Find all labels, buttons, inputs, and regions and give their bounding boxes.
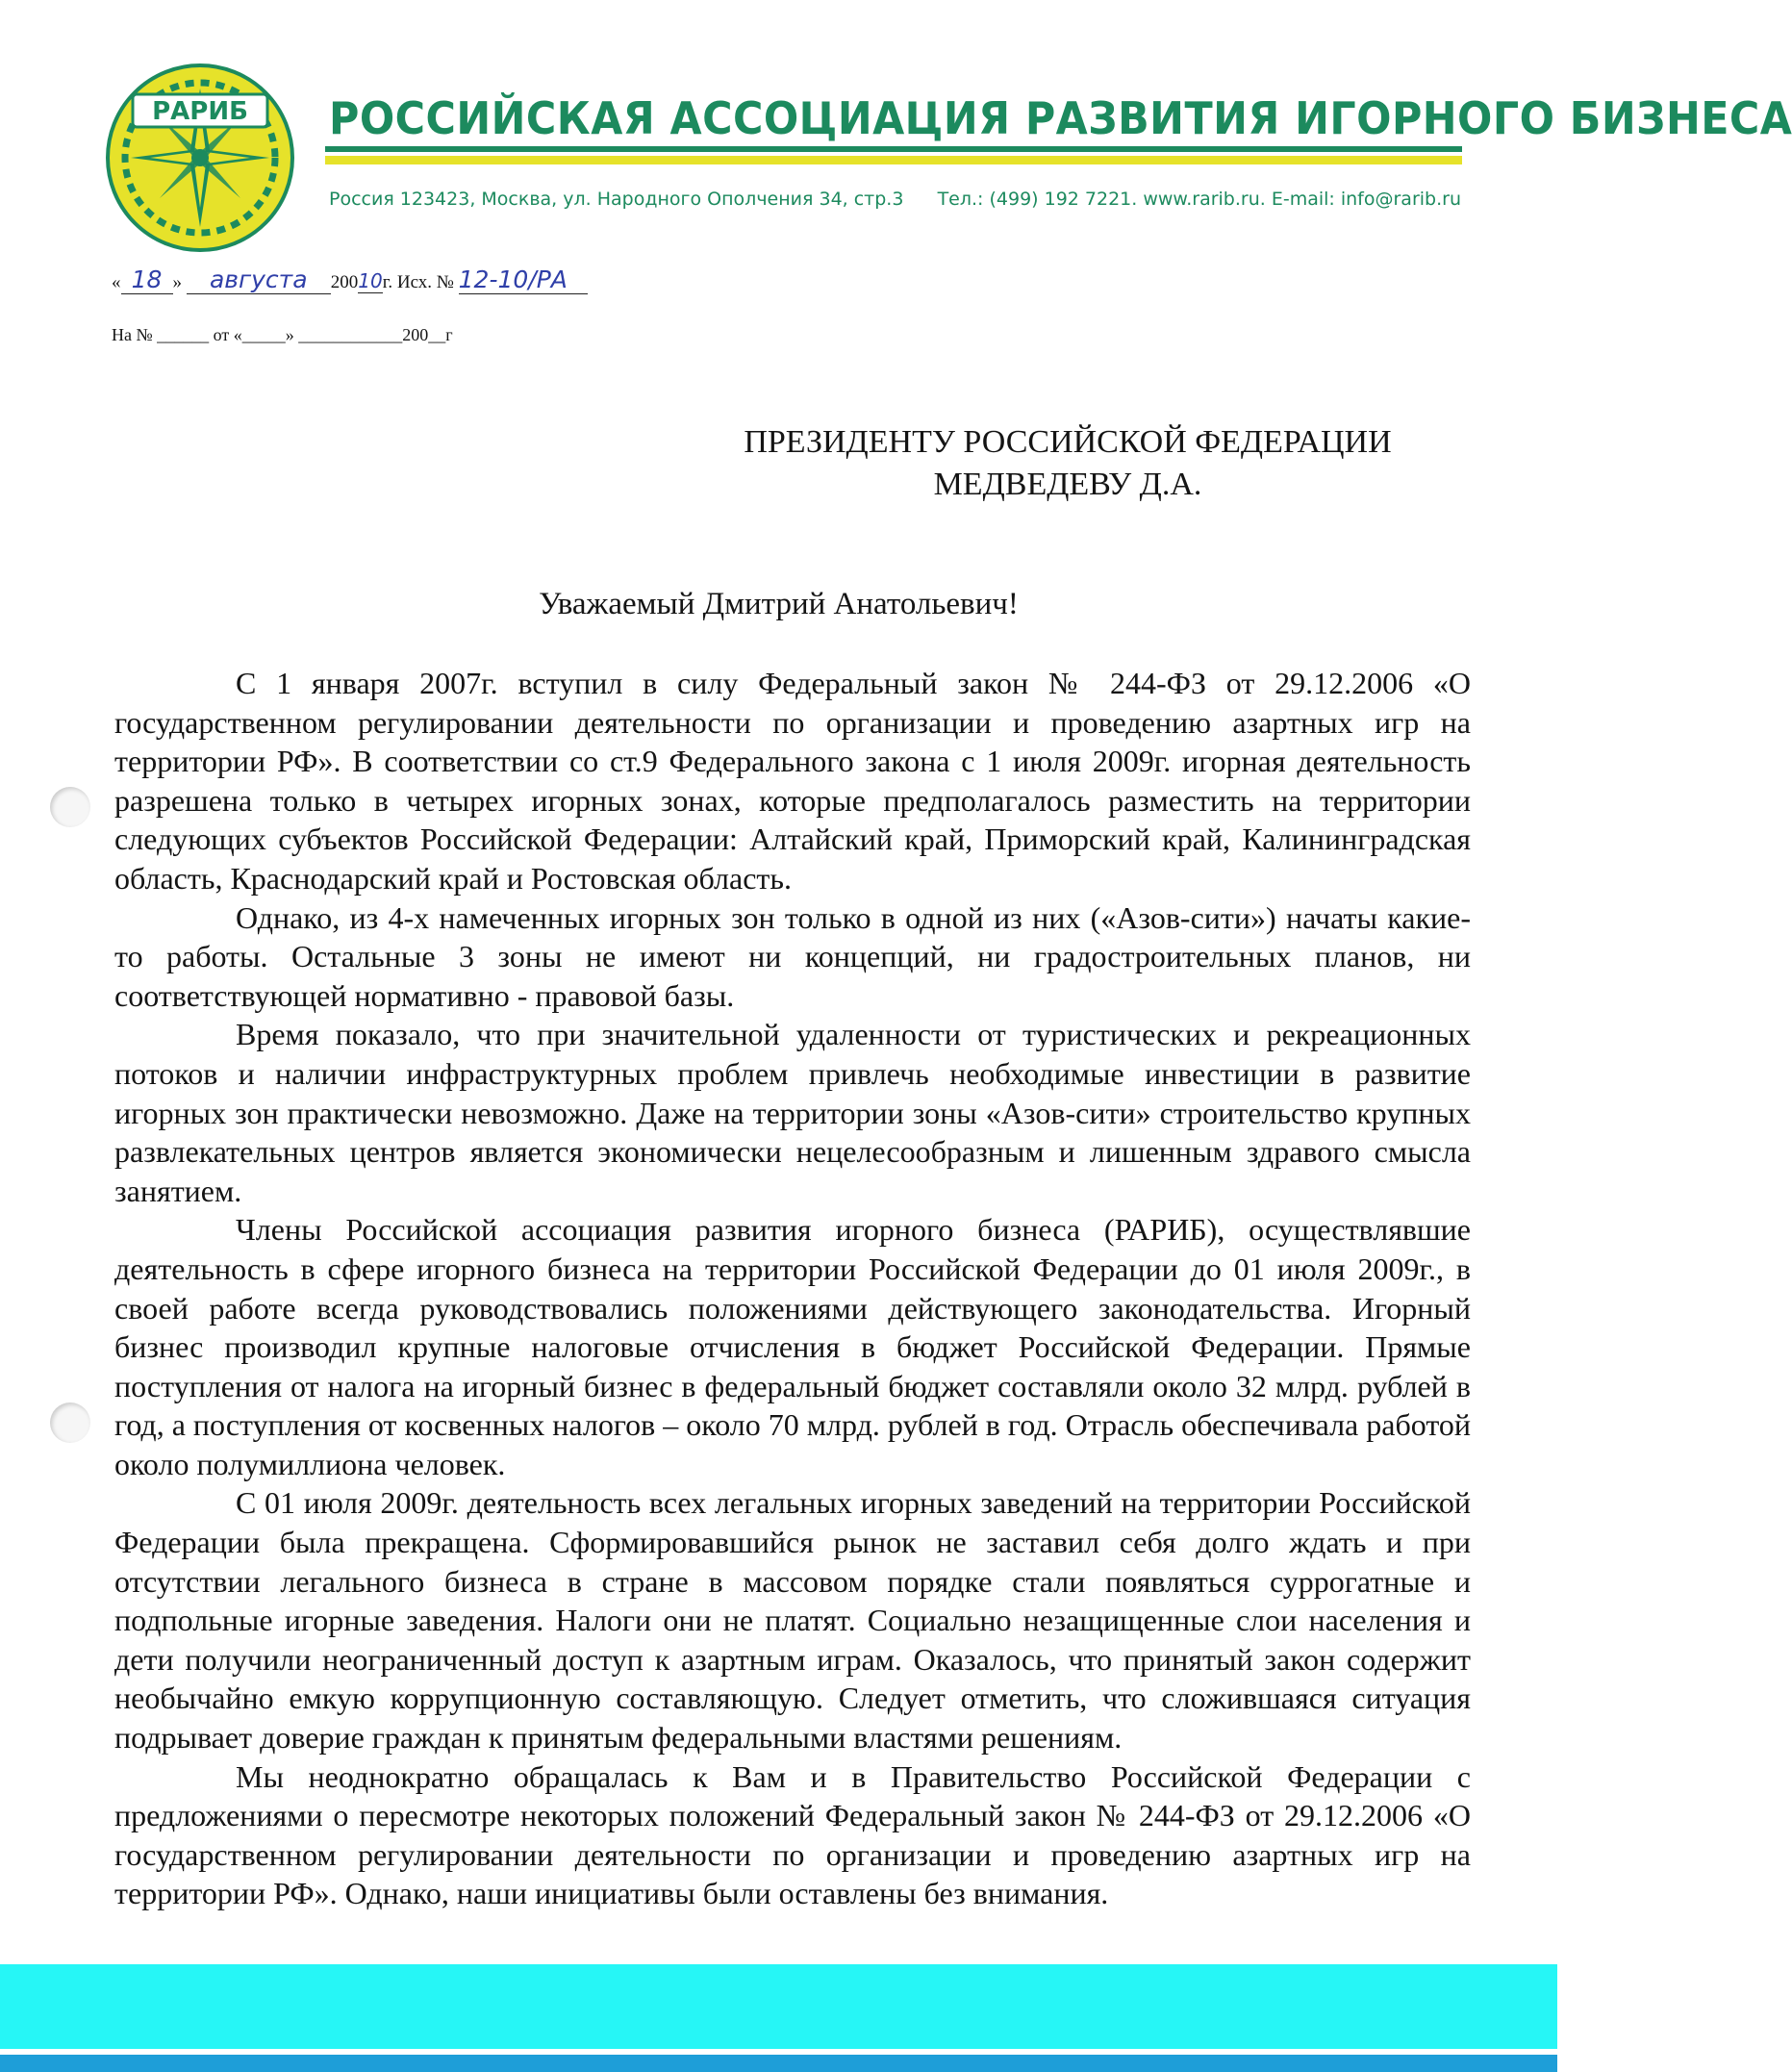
punch-hole-icon — [50, 787, 90, 827]
letter-body — [114, 664, 1471, 1913]
handwritten-year: 10 — [358, 269, 383, 292]
handwritten-ref-number: 12-10/РА — [459, 265, 588, 294]
letterhead-divider-yellow — [325, 156, 1462, 164]
ref-label: Исх. № — [396, 272, 454, 292]
rarib-logo — [104, 62, 296, 254]
incoming-reference: На № ______ от «_____» ____________200__г — [112, 325, 453, 344]
paragraph-5: С 01 июля 2009г. деятельность всех легальных игорных заведений на территории Российской Федерации была прекращена. Сформировавшийся рынок не заставил себя долго ждать и при отсутствии легального бизнеса в стране в массовом порядке стали появляться суррогатные и подпольные игорные заведения. Налоги они не платят. Социально незащищенные слои населения и дети получили неограниченный доступ к азартным играм. Оказалось, что принятый закон содержит необычайно емкую коррупционную составляющую. Следует отметить, что сложившаяся ситуация подрывает доверие граждан к принятым федеральными властями решениям. — [114, 1485, 1471, 1756]
organization-address: Россия 123423, Москва, ул. Народного Ополчения 34, стр.3 — [329, 189, 904, 210]
paragraph-2: Однако, из 4-х намеченных игорных зон только в одной из них («Азов-сити») начаты какие-то работы. Остальные 3 зоны не имеют ни концепций, ни градостроительных планов, ни соответствующей нормативно - правовой базы. — [114, 899, 1471, 1013]
quote-close: » — [172, 272, 182, 292]
handwritten-day: 18 — [121, 265, 173, 294]
handwritten-month: августа — [187, 265, 331, 294]
organization-contacts: Тел.: (499) 192 7221. www.rarib.ru. E-mail: info@rarib.ru — [937, 189, 1461, 210]
paragraph-1: С 1 января 2007г. вступил в силу Федеральный закон № 244-ФЗ от 29.12.2006 «О государственном регулировании деятельности по организации и проведению азартных игр на территории РФ». В соответствии со ст.9 Федерального закона с 1 июля 2009г. игорная деятельность разрешена только в четырех игорных зонах, которые предполагалось разместить на территории следующих субъектов Российской Федерации: Алтайский край, Приморский край, Калининградская область, Краснодарский край и Ростовская область. — [114, 666, 1471, 896]
organization-name: РОССИЙСКАЯ АССОЦИАЦИЯ РАЗВИТИЯ ИГОРНОГО БИЗНЕСА — [329, 92, 1792, 144]
salutation: Уважаемый Дмитрий Анатольевич! — [539, 587, 1019, 621]
addressee-title: ПРЕЗИДЕНТУ РОССИЙСКОЙ ФЕДЕРАЦИИ — [744, 424, 1392, 460]
year-label: г. — [382, 272, 393, 292]
letterhead — [0, 0, 1792, 240]
letterhead-divider-green — [325, 146, 1462, 152]
scan-bottom-edge — [0, 2055, 1557, 2072]
year-prefix: 200 — [330, 272, 359, 292]
punch-hole-icon — [50, 1402, 90, 1443]
paragraph-4: Члены Российской ассоциация развития игорного бизнеса (РАРИБ), осуществлявшие деятельность в сфере игорного бизнеса на территории Российской Федерации до 01 июля 2009г., в своей работе всегда руководствовались положениями действующего законодательства. Игорный бизнес производил крупные налоговые отчисления в бюджет Российской Федерации. Прямые поступления от налога на игорный бизнес в федеральный бюджет составляли около 32 млрд. рублей в год, а поступления от косвенных налогов – около 70 млрд. рублей в год. Отрасль обеспечивала работой около полумиллиона человек. — [114, 1212, 1471, 1481]
addressee-name: МЕДВЕДЕВУ Д.А. — [933, 467, 1202, 502]
quote-open: « — [112, 272, 121, 292]
outgoing-reference — [112, 265, 588, 294]
scan-highlight-band — [0, 1964, 1557, 2049]
paragraph-6: Мы неоднократно обращалась к Вам и в Правительство Российской Федерации с предложениями о пересмотре некоторых положений Федеральный закон № 244-ФЗ от 29.12.2006 «О государственном регулировании деятельности по организации и проведению азартных игр на территории РФ». Однако, наши инициативы были оставлены без внимания. — [114, 1758, 1471, 1911]
paragraph-3: Время показало, что при значительной удаленности от туристических и рекреационных потоков и наличии инфраструктурных проблем привлечь необходимые инвестиции в развитие игорных зон практически невозможно. Даже на территории зоны «Азов-сити» строительство крупных развлекательных центров является экономически нецелесообразным и лишенным здравого смысла занятием. — [114, 1017, 1471, 1208]
logo-text: РАРИБ — [152, 97, 248, 126]
